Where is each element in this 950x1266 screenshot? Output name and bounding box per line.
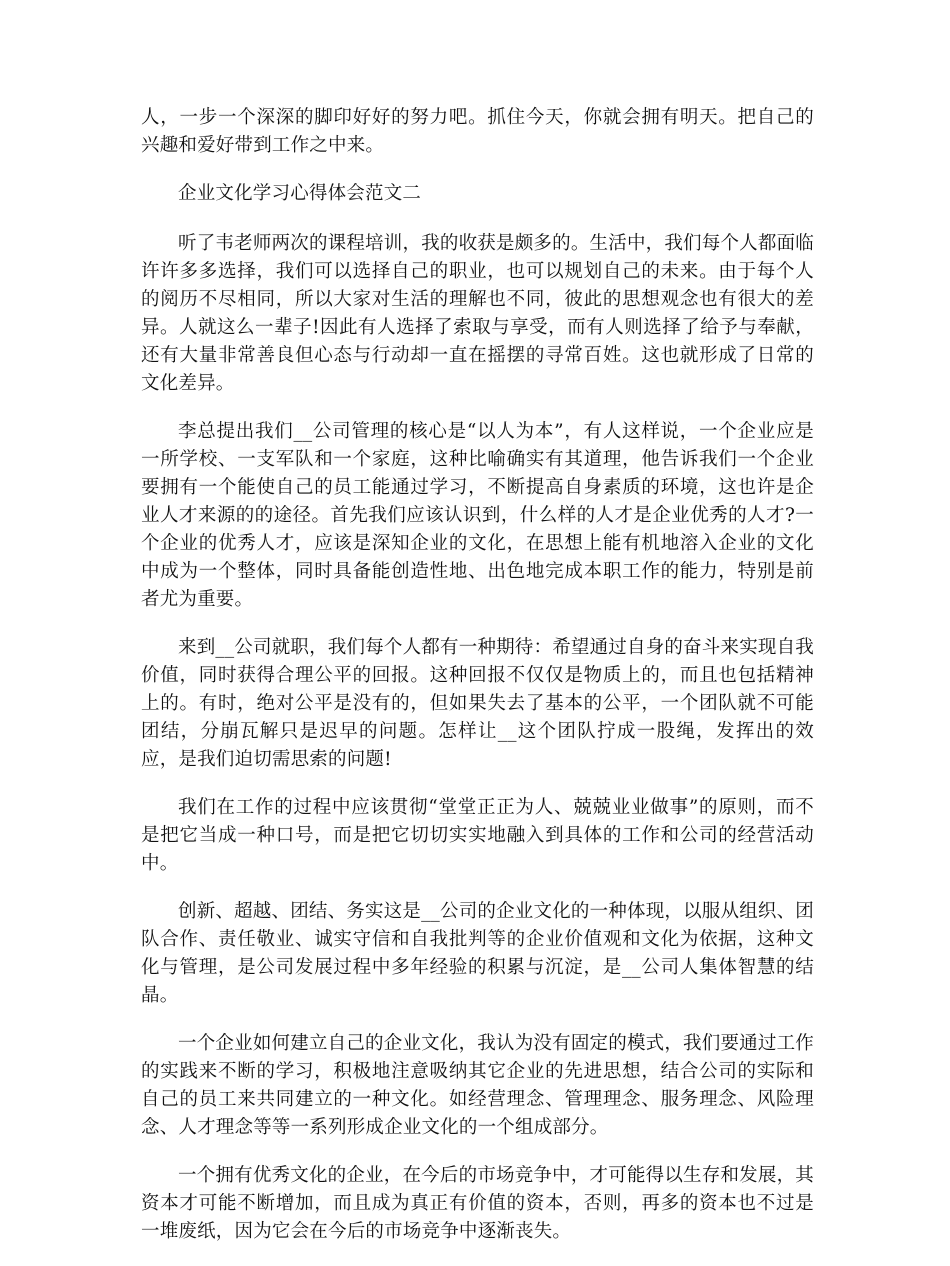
body-paragraph: 一个拥有优秀文化的企业，在今后的市场竞争中，才可能得以生存和发展，其资本才可能不断增加，而且成为真正有价值的资本，否则，再多的资本也不过是一堆废纸，因为它会在今后的市场竞争中逐渐丧失。 — [141, 1165, 814, 1242]
body-paragraph: 我们在工作的过程中应该贯彻“堂堂正正为人、兢兢业业做事”的原则，而不是把它当成一种口号，而是把它切切实实地融入到具体的工作和公司的经营活动中。 — [141, 797, 814, 874]
section-heading: 企业文化学习心得体会范文二 — [178, 183, 422, 204]
body-paragraph: 创新、超越、团结、务实这是__公司的企业文化的一种体现，以服从组织、团队合作、责任敬业、诚实守信和自我批判等的企业价值观和文化为依据，这种文化与管理，是公司发展过程中多年经验的积累与沉淀，是__公司人集体智慧的结晶。 — [141, 901, 815, 1006]
continued-paragraph: 人，一步一个深深的脚印好好的努力吧。抓住今天，你就会拥有明天。把自己的兴趣和爱好带到工作之中来。 — [141, 107, 814, 156]
body-paragraph: 李总提出我们__公司管理的核心是“以人为本”，有人这样说，一个企业应是一所学校、一支军队和一个家庭，这种比喻确实有其道理，他告诉我们一个企业要拥有一个能使自己的员工能通过学习，不断提高自身素质的环境，这也许是企业人才来源的的途径。首先我们应该认识到，什么样的人才是企业优秀的人才?一个企业的优秀人才，应该是深知企业的文化，在思想上能有机地溶入企业的文化中成为一个整体，同时具备能创造性地、出色地完成本职工作的能力，特别是前者尤为重要。 — [141, 421, 814, 610]
body-paragraph: 来到__公司就职，我们每个人都有一种期待：希望通过自身的奋斗来实现自我价值，同时获得合理公平的回报。这种回报不仅仅是物质上的，而且也包括精神上的。有时，绝对公平是没有的，但如果失去了基本的公平，一个团队就不可能团结，分崩瓦解只是迟早的问题。怎样让__这个团队拧成一股绳，发挥出的效应，是我们迫切需思索的问题! — [141, 637, 815, 770]
body-paragraph: 一个企业如何建立自己的企业文化，我认为没有固定的模式，我们要通过工作的实践来不断的学习，积极地注意吸纳其它企业的先进思想，结合公司的实际和自己的员工来共同建立的一种文化。如经营理念、管理理念、服务理念、风险理念、人才理念等等一系列形成企业文化的一个组成部分。 — [141, 1033, 814, 1138]
body-paragraph: 听了韦老师两次的课程培训，我的收获是颇多的。生活中，我们每个人都面临许许多多选择，我们可以选择自己的职业，也可以规划自己的未来。由于每个人的阅历不尽相同，所以大家对生活的理解也不同，彼此的思想观念也有很大的差异。人就这么一辈子!因此有人选择了索取与享受，而有人则选择了给予与奉献，还有大量非常善良但心态与行动却一直在摇摆的寻常百姓。这也就形成了日常的文化差异。 — [141, 233, 814, 394]
document-body — [141, 104, 814, 1266]
